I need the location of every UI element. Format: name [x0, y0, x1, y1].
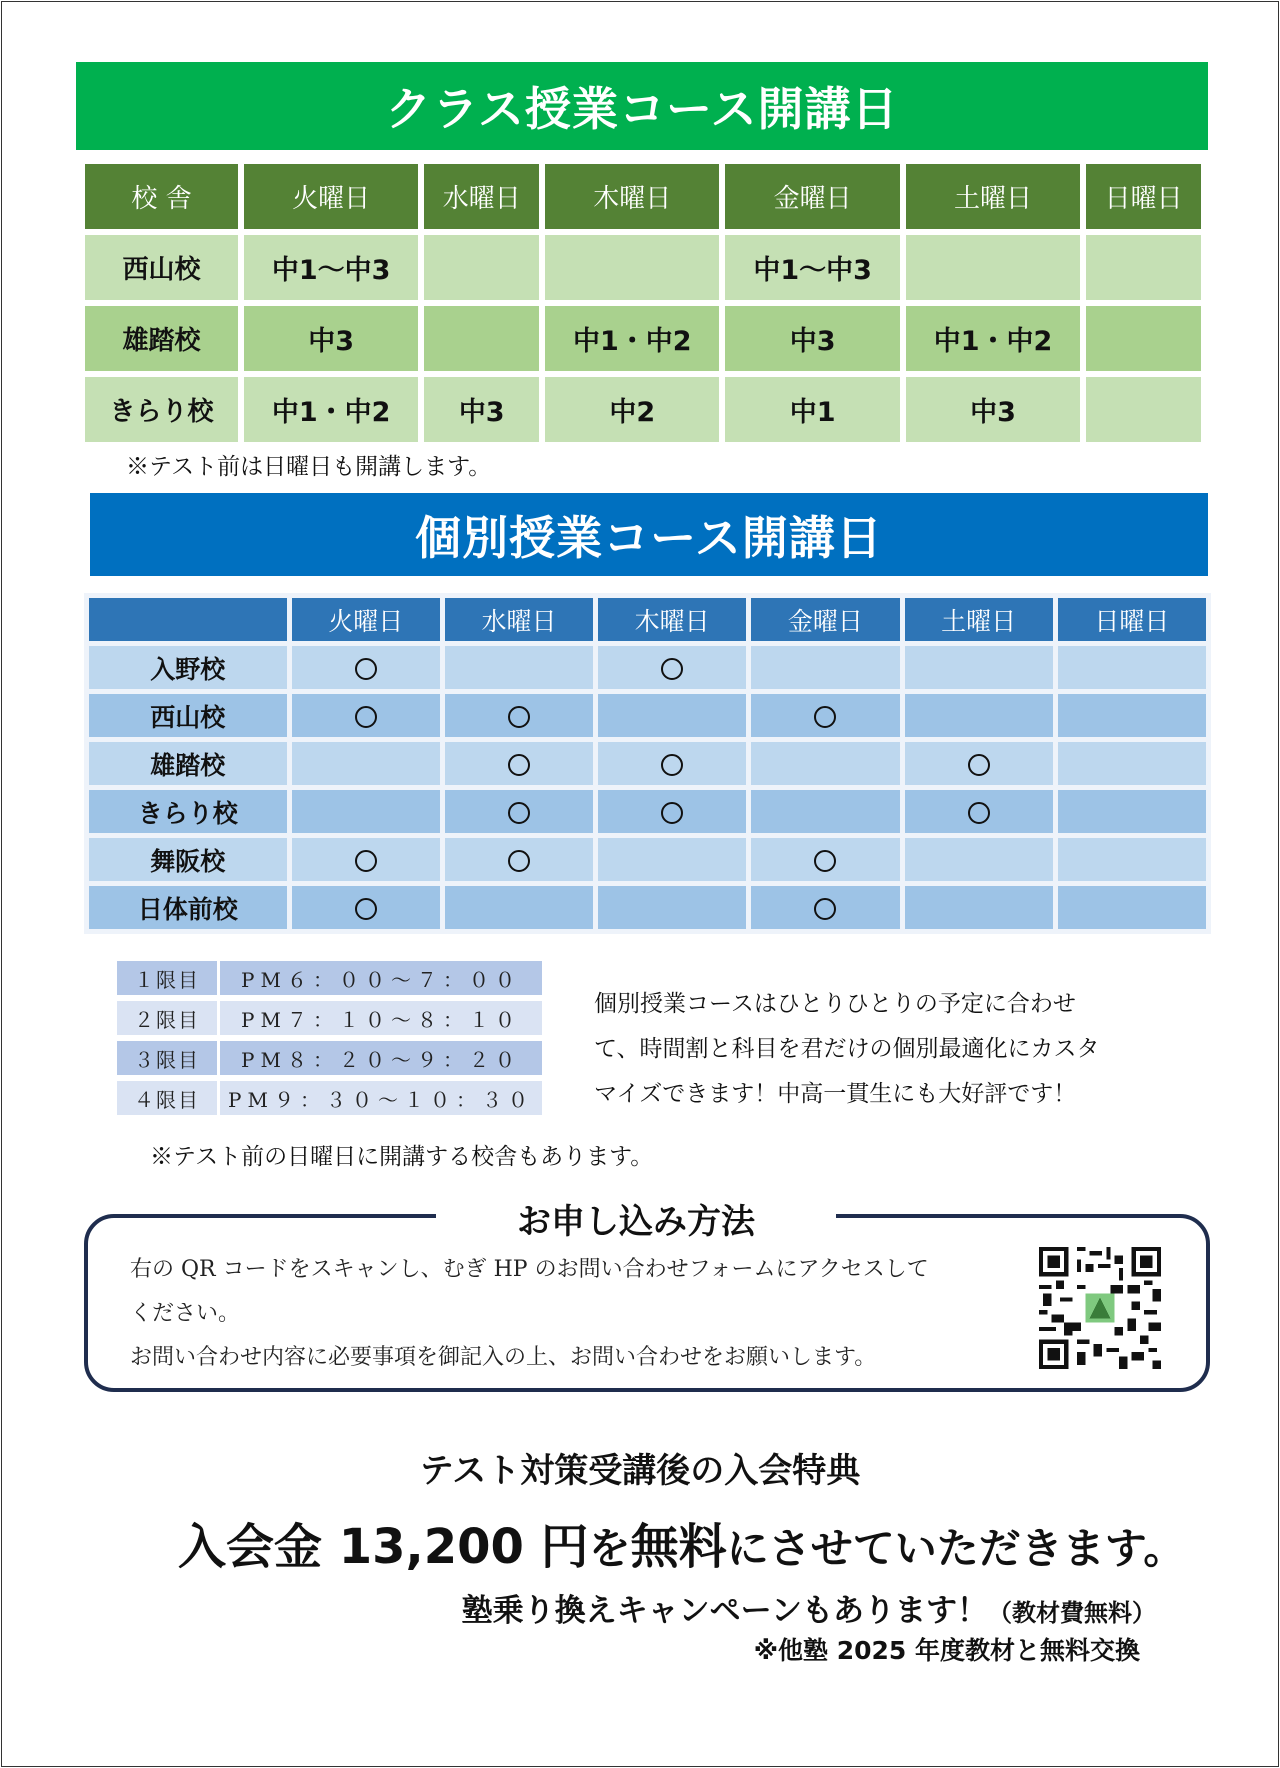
school-name: 雄踏校 [85, 306, 238, 371]
circle-mark-icon [661, 658, 683, 680]
availability-cell [905, 790, 1053, 833]
period-label: ２限目 [117, 1001, 217, 1035]
availability-cell [751, 790, 899, 833]
individual-schedule-table [84, 593, 1211, 934]
description-line: て、時間割と科目を君だけの個別最適化にカスタ [594, 1036, 1100, 1062]
availability-cell [292, 790, 440, 833]
circle-mark-icon [508, 850, 530, 872]
availability-cell [751, 694, 899, 737]
grade-cell [424, 235, 539, 300]
grade-cell: 中1・中2 [244, 377, 418, 442]
school-name: 西山校 [85, 235, 238, 300]
availability-cell [905, 694, 1053, 737]
availability-cell [598, 790, 746, 833]
description-line: 個別授業コースはひとりひとりの予定に合わせ [594, 991, 1076, 1017]
campaign-paren: （教材費無料） [988, 1599, 1156, 1627]
grade-cell: 中3 [244, 306, 418, 371]
individual-description [594, 982, 1174, 1117]
period-label: ４限目 [117, 1081, 217, 1115]
grade-cell: 中1・中2 [545, 306, 719, 371]
school-name: 入野校 [89, 646, 287, 689]
bonus-particle: を [588, 1524, 631, 1573]
individual-header-cell: 木曜日 [598, 598, 746, 641]
school-name: きらり校 [85, 377, 238, 442]
table-row [85, 235, 1201, 300]
availability-cell [751, 742, 899, 785]
table-row [89, 886, 1206, 929]
table-row [89, 838, 1206, 881]
availability-cell [905, 742, 1053, 785]
individual-header-cell: 水曜日 [445, 598, 593, 641]
bonus-subtitle: テスト対策受講後の入会特典 [419, 1451, 861, 1491]
availability-cell [905, 838, 1053, 881]
availability-cell [292, 742, 440, 785]
period-row [117, 961, 542, 995]
application-line: 右の QR コードをスキャンし、むぎ HP のお問い合わせフォームにアクセスして [130, 1257, 929, 1282]
grade-cell: 中1 [725, 377, 899, 442]
availability-cell [445, 838, 593, 881]
class-header-cell: 土曜日 [906, 164, 1080, 229]
school-name: 雄踏校 [89, 742, 287, 785]
availability-cell [1058, 790, 1206, 833]
availability-cell [751, 886, 899, 929]
availability-cell [751, 838, 899, 881]
application-title: お申し込み方法 [436, 1194, 836, 1243]
table-row [89, 646, 1206, 689]
availability-cell [598, 838, 746, 881]
circle-mark-icon [355, 850, 377, 872]
table-row [89, 790, 1206, 833]
circle-mark-icon [508, 754, 530, 776]
availability-cell [598, 694, 746, 737]
circle-mark-icon [814, 850, 836, 872]
grade-cell [1086, 235, 1201, 300]
availability-cell [445, 646, 593, 689]
individual-header-cell [89, 598, 287, 641]
grade-cell: 中1～中3 [725, 235, 899, 300]
school-name: 西山校 [89, 694, 287, 737]
individual-header-cell: 火曜日 [292, 598, 440, 641]
school-name: 舞阪校 [89, 838, 287, 881]
period-time: PM７：１０～８：１０ [220, 1001, 542, 1035]
availability-cell [292, 646, 440, 689]
circle-mark-icon [355, 898, 377, 920]
circle-mark-icon [814, 898, 836, 920]
campaign-text: 塾乗り換えキャンペーンもあります！ [461, 1593, 988, 1629]
circle-mark-icon [355, 658, 377, 680]
availability-cell [598, 742, 746, 785]
availability-cell [598, 646, 746, 689]
grade-cell: 中3 [424, 377, 539, 442]
circle-mark-icon [968, 754, 990, 776]
circle-mark-icon [661, 802, 683, 824]
availability-cell [1058, 646, 1206, 689]
period-row [117, 1041, 542, 1075]
period-row [117, 1081, 542, 1115]
grade-cell [1086, 306, 1201, 371]
availability-cell [598, 886, 746, 929]
grade-cell: 中3 [906, 377, 1080, 442]
individual-header-cell: 土曜日 [905, 598, 1053, 641]
individual-header-cell: 日曜日 [1058, 598, 1206, 641]
class-schedule-table [79, 158, 1207, 448]
availability-cell [292, 886, 440, 929]
trade-note: ※他塾 2025 年度教材と無料交換 [753, 1636, 1140, 1665]
period-label: ３限目 [117, 1041, 217, 1075]
availability-cell [905, 646, 1053, 689]
grade-cell: 中1・中2 [906, 306, 1080, 371]
availability-cell [292, 694, 440, 737]
application-line: ください。 [130, 1301, 241, 1326]
availability-cell [445, 886, 593, 929]
class-sunday-note: ※テスト前は日曜日も開講します。 [126, 454, 492, 480]
application-line: お問い合わせ内容に必要事項を御記入の上、お問い合わせをお願いします。 [130, 1345, 877, 1370]
availability-cell [445, 742, 593, 785]
availability-cell [751, 646, 899, 689]
period-time: PM９：３０～１０：３０ [220, 1081, 542, 1115]
bonus-rest: にさせていただきます。 [726, 1524, 1186, 1573]
individual-course-title: 個別授業コース開講日 [90, 493, 1208, 576]
qr-code-icon[interactable] [1038, 1247, 1162, 1369]
availability-cell [1058, 838, 1206, 881]
grade-cell [545, 235, 719, 300]
availability-cell [905, 886, 1053, 929]
circle-mark-icon [968, 802, 990, 824]
class-header-cell: 水曜日 [424, 164, 539, 229]
period-time: PM６：００～７：００ [220, 961, 542, 995]
class-header-cell: 木曜日 [545, 164, 719, 229]
class-header-cell: 火曜日 [244, 164, 418, 229]
availability-cell [1058, 886, 1206, 929]
grade-cell [424, 306, 539, 371]
circle-mark-icon [814, 706, 836, 728]
bonus-free: 無料 [630, 1519, 727, 1575]
availability-cell [292, 838, 440, 881]
grade-cell [1086, 377, 1201, 442]
availability-cell [445, 694, 593, 737]
sunday-open-note: ※テスト前の日曜日に開講する校舎もあります。 [150, 1144, 654, 1170]
class-header-cell: 日曜日 [1086, 164, 1201, 229]
circle-mark-icon [508, 802, 530, 824]
period-table [114, 955, 545, 1121]
table-row [85, 306, 1201, 371]
class-course-title: クラス授業コース開講日 [76, 62, 1208, 150]
campaign-line [462, 1585, 1156, 1630]
school-name: きらり校 [89, 790, 287, 833]
individual-header-cell: 金曜日 [751, 598, 899, 641]
bonus-main [178, 1508, 1185, 1577]
grade-cell: 中2 [545, 377, 719, 442]
table-row [89, 694, 1206, 737]
school-name: 日体前校 [89, 886, 287, 929]
grade-cell: 中3 [725, 306, 899, 371]
class-header-cell: 金曜日 [725, 164, 899, 229]
circle-mark-icon [355, 706, 377, 728]
circle-mark-icon [508, 706, 530, 728]
circle-mark-icon [661, 754, 683, 776]
description-line: マイズできます！中高一貫生にも大好評です！ [594, 1081, 1077, 1107]
class-header-cell: 校 舎 [85, 164, 238, 229]
grade-cell: 中1～中3 [244, 235, 418, 300]
bonus-fee: 入会金 13,200 円 [178, 1519, 589, 1575]
availability-cell [445, 790, 593, 833]
application-text [130, 1248, 1010, 1380]
period-label: １限目 [117, 961, 217, 995]
table-row [89, 742, 1206, 785]
period-row [117, 1001, 542, 1035]
table-row [85, 377, 1201, 442]
availability-cell [1058, 742, 1206, 785]
grade-cell [906, 235, 1080, 300]
availability-cell [1058, 694, 1206, 737]
period-time: PM８：２０～９：２０ [220, 1041, 542, 1075]
